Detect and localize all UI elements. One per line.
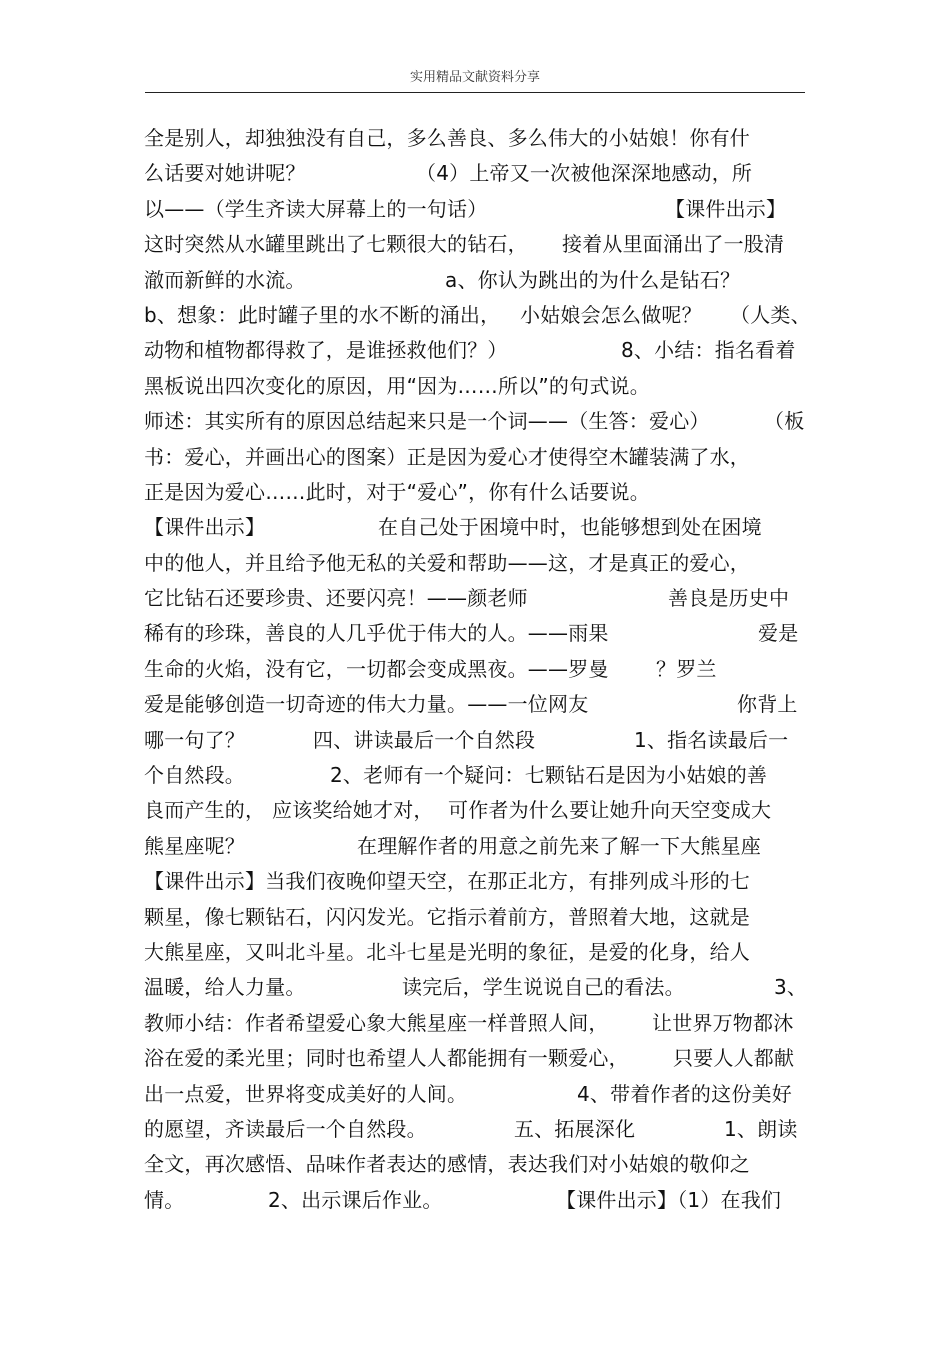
text-line [144, 758, 814, 793]
text-segment: 4、带着作者的这份美好 [577, 1081, 792, 1106]
text-segment: 温暖，给人力量。 [144, 975, 306, 1000]
text-line [144, 1006, 814, 1041]
text-segment: 小姑娘会怎么做呢？ [520, 302, 702, 327]
text-segment: 浴在爱的柔光里；同时也希望人人都能拥有一颗爱心， [144, 1046, 629, 1071]
text-line [144, 970, 814, 1005]
text-line [144, 935, 814, 970]
text-segment: （板 [764, 409, 805, 434]
text-line [144, 404, 814, 439]
text-line [144, 1077, 814, 1112]
text-line [144, 192, 814, 227]
text-segment: 全是别人，却独独没有自己，多么善良、多么伟大的小姑娘！你有什 [144, 126, 750, 150]
text-segment: 1、指名读最后一 [634, 727, 789, 752]
text-line [144, 369, 814, 404]
text-line [144, 298, 814, 333]
text-segment: （4）上帝又一次被他深深地感动，所 [416, 161, 753, 186]
text-line [144, 510, 814, 545]
text-line [144, 723, 814, 758]
text-segment: 的愿望，齐读最后一个自然段。 [144, 1116, 427, 1141]
text-segment: 【课件出示】 [665, 196, 787, 221]
page-header [145, 58, 805, 93]
text-segment: 1、朗读 [724, 1116, 798, 1141]
text-segment: 四、讲读最后一个自然段 [313, 727, 536, 752]
text-line [144, 1112, 814, 1147]
text-segment: 让世界万物都沐 [652, 1010, 794, 1035]
text-segment: 颗星，像七颗钻石，闪闪发光。它指示着前方，普照着大地，这就是 [144, 904, 750, 929]
text-segment: 爱是能够创造一切奇迹的伟大力量。——一位网友 [144, 692, 589, 717]
text-line [144, 227, 814, 262]
text-segment: a、你认为跳出的为什么是钻石？ [445, 267, 741, 292]
text-segment: 善良是历史中 [668, 586, 790, 611]
text-segment: 教师小结：作者希望爱心象大熊星座一样普照人间， [144, 1010, 609, 1035]
header-title: 实用精品文献资料分享 [409, 70, 540, 85]
text-segment: 动物和植物都得救了，是谁拯救他们？） [144, 338, 508, 363]
text-segment: 么话要对她讲呢？ [144, 161, 306, 186]
text-segment: 生命的火焰，没有它，一切都会变成黑夜。——罗曼 [144, 656, 609, 681]
text-segment: （人类、 [730, 302, 811, 327]
text-segment: b、想象：此时罐子里的水不断的涌出， [144, 302, 501, 327]
text-segment: 在自己处于困境中时，也能够想到处在困境 [378, 515, 762, 540]
text-line [144, 581, 814, 616]
text-segment: ？罗兰 [656, 656, 717, 681]
text-segment: 哪一句了？ [144, 727, 245, 752]
text-line [144, 263, 814, 298]
text-line [144, 440, 814, 475]
text-segment: 在理解作者的用意之前先来了解一下大熊星座 [357, 833, 761, 858]
text-segment: 个自然段。 [144, 763, 245, 788]
text-segment: 2、老师有一个疑问：七颗钻石是因为小姑娘的善 [330, 763, 768, 788]
text-segment: 澈而新鲜的水流。 [144, 267, 306, 292]
text-line [144, 616, 814, 651]
text-line [144, 546, 814, 581]
text-segment: 你背上 [737, 692, 798, 717]
text-line [144, 793, 814, 828]
text-segment: 爱是 [758, 621, 799, 646]
text-segment: 读完后，学生说说自己的看法。 [402, 975, 685, 1000]
text-segment: 【课件出示】 [144, 515, 266, 540]
text-segment: 应该奖给她才对， [272, 798, 434, 823]
text-segment: 以——（学生齐读大屏幕上的一句话） [144, 196, 488, 221]
text-segment: 情。 [144, 1187, 185, 1212]
text-segment: 可作者为什么要让她升向天空变成大 [448, 798, 772, 823]
text-segment: 稀有的珍珠，善良的人几乎优于伟大的人。——雨果 [144, 621, 609, 646]
text-line [144, 121, 814, 156]
text-segment: 中的他人，并且给予他无私的关爱和帮助——这，才是真正的爱心， [144, 550, 750, 575]
text-line [144, 829, 814, 864]
text-line [144, 687, 814, 722]
text-line [144, 156, 814, 191]
text-line [144, 864, 814, 899]
text-line [144, 1183, 814, 1218]
text-line [144, 475, 814, 510]
text-segment: 它比钻石还要珍贵、还要闪亮！——颜老师 [144, 586, 528, 611]
text-segment: 【课件出示】当我们夜晚仰望天空，在那正北方，有排列成斗形的七 [144, 869, 750, 894]
text-segment: 8、小结：指名看着 [621, 338, 796, 363]
text-line [144, 1041, 814, 1076]
text-line [144, 1147, 814, 1182]
text-segment: 【课件出示】（1）在我们 [556, 1187, 782, 1212]
text-segment: 2、出示课后作业。 [268, 1187, 443, 1212]
text-segment: 正是因为爱心……此时，对于“爱心”，你有什么话要说。 [144, 479, 650, 504]
text-segment: 出一点爱，世界将变成美好的人间。 [144, 1081, 468, 1106]
text-segment: 师述：其实所有的原因总结起来只是一个词——（生答：爱心） [144, 409, 710, 434]
text-segment: 黑板说出四次变化的原因，用“因为……所以”的句式说。 [144, 373, 650, 398]
text-segment: 接着从里面涌出了一股清 [562, 232, 785, 257]
text-line [144, 652, 814, 687]
text-segment: 熊星座呢？ [144, 833, 245, 858]
text-line [144, 900, 814, 935]
text-segment: 全文，再次感悟、品味作者表达的感情，表达我们对小姑娘的敬仰之 [144, 1152, 750, 1177]
text-segment: 五、拓展深化 [514, 1116, 636, 1141]
text-segment: 大熊星座，又叫北斗星。北斗七星是光明的象征，是爱的化身，给人 [144, 939, 750, 964]
text-segment: 这时突然从水罐里跳出了七颗很大的钻石， [144, 232, 528, 257]
text-segment: 书：爱心，并画出心的图案）正是因为爱心才使得空木罐装满了水， [144, 444, 750, 469]
text-segment: 3、 [774, 975, 808, 1000]
text-line [144, 333, 814, 368]
document-body [144, 121, 814, 1218]
text-segment: 只要人人都献 [673, 1046, 795, 1071]
text-segment: 良而产生的， [144, 798, 266, 823]
